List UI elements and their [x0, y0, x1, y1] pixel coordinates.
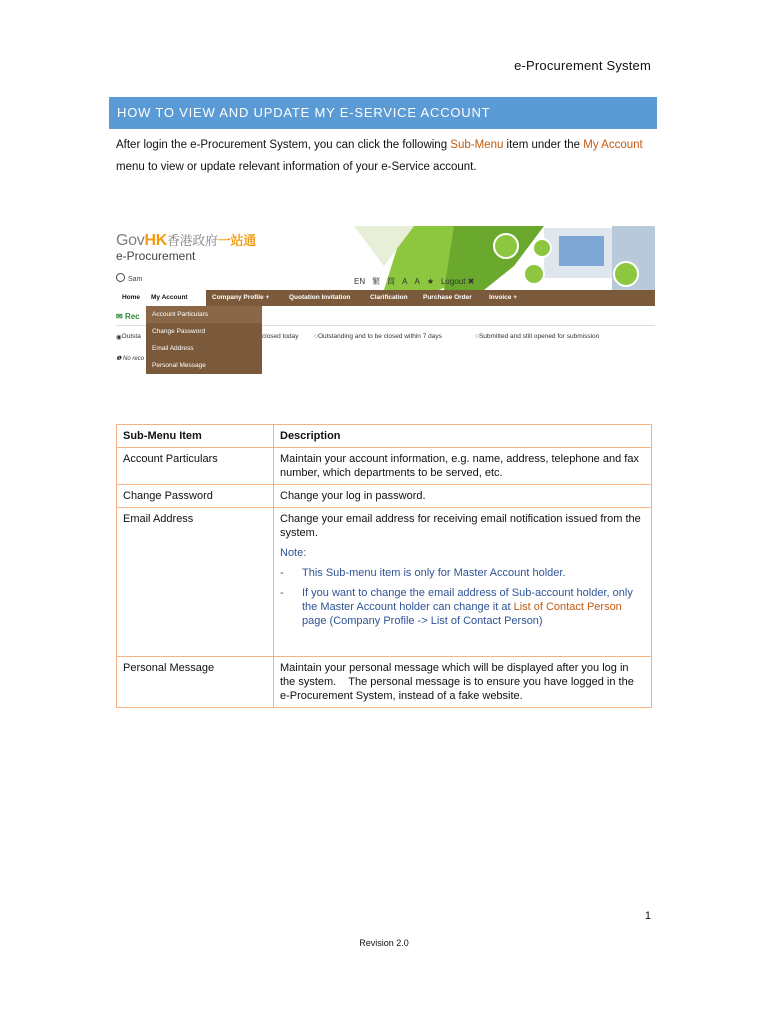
revision-label: Revision 2.0: [359, 938, 409, 948]
sub-menu-table: [116, 424, 652, 708]
user-name: Sam: [128, 276, 143, 283]
my-account-term: My Account: [583, 139, 643, 151]
no-records-text: ❶ No reco: [116, 356, 145, 362]
table-header-row: [117, 425, 652, 448]
portal-subtitle: e-Procurement: [116, 249, 196, 263]
logo-chinese-text-2: 一站通: [217, 234, 256, 249]
menu-account-particulars[interactable]: Account Particulars: [146, 306, 262, 323]
sub-menu-term: Sub-Menu: [450, 139, 504, 151]
radio-7-days[interactable]: ○ Outstanding and to be closed within 7 days: [314, 333, 442, 340]
govhk-logo: [116, 230, 256, 250]
main-nav: [116, 290, 655, 306]
table-row: [117, 448, 652, 485]
column-header-description: Description: [274, 425, 652, 448]
note-label: Note:: [280, 547, 307, 559]
radio-outstanding-label: Outsta: [121, 333, 141, 340]
logo-chinese-text: 香港政府: [166, 234, 218, 249]
intro-text-3: menu to view or update relevant information of your e-Service account.: [116, 161, 477, 173]
row-description: Change your log in password.: [274, 485, 652, 508]
font-larger-link[interactable]: A: [414, 277, 420, 286]
logo-gov-text: Gov: [116, 232, 145, 249]
intro-text-1: After login the e-Procurement System, you can click the following: [116, 139, 451, 151]
nav-clarification[interactable]: Clarification: [370, 294, 408, 301]
portal-screenshot: [116, 226, 655, 376]
row-item: Change Password: [117, 485, 274, 508]
bullet-text: This Sub-menu item is only for Master Account holder.: [302, 567, 566, 579]
user-label: [116, 273, 142, 283]
bullet-text-part: If you want to change the email address of Sub-account holder, only the Master Account holder can change it at: [302, 587, 633, 613]
row-description: Maintain your account information, e.g. name, address, telephone and fax number, which departments to be served, etc.: [274, 448, 652, 485]
email-description: Change your email address for receiving email notification issued from the system.: [280, 513, 641, 539]
star-icon[interactable]: ★: [426, 277, 434, 286]
radio-outstanding[interactable]: ◉ Outsta: [116, 333, 141, 341]
records-heading-text: Rec: [124, 312, 140, 321]
note-bullet: [280, 586, 645, 628]
lang-en-link[interactable]: EN: [354, 277, 366, 286]
radio-7-days-label: Outstanding and to be closed within 7 days: [317, 333, 442, 340]
my-account-dropdown: [146, 306, 262, 374]
contact-person-link: List of Contact Person: [513, 601, 622, 613]
radio-closed-today[interactable]: closed today: [262, 333, 299, 340]
section-title: HOW TO VIEW AND UPDATE MY E-SERVICE ACCOUNT: [109, 97, 657, 129]
bullet-text-part: page (Company Profile -> List of Contact Person): [302, 615, 543, 627]
radio-submitted-label: Submitted and still opened for submission: [478, 333, 600, 340]
font-smaller-link[interactable]: A: [402, 277, 408, 286]
radio-submitted[interactable]: ○ Submitted and still opened for submission: [475, 333, 600, 340]
nav-purchase-order[interactable]: Purchase Order: [423, 294, 472, 301]
nav-company-profile[interactable]: Company Profile +: [212, 294, 270, 301]
row-item: Email Address: [117, 508, 274, 657]
document-header-title: e-Procurement System: [514, 58, 651, 73]
table-row: [117, 485, 652, 508]
table-row: [117, 657, 652, 708]
lang-sc-link[interactable]: 简: [387, 277, 396, 286]
row-description: Maintain your personal message which will be displayed after you log in the system. The personal message is to ensure you have logged in the e-Procurement System, instead of a fake website.: [274, 657, 652, 708]
table-row: [117, 508, 652, 657]
menu-email-address[interactable]: Email Address: [152, 345, 194, 352]
nav-quotation-invitation[interactable]: Quotation Invitation: [289, 294, 351, 301]
page-number: 1: [644, 910, 651, 922]
row-description: [274, 508, 652, 657]
row-item: Account Particulars: [117, 448, 274, 485]
logo-hk-text: HK: [144, 232, 167, 249]
records-heading: ✉ Rec: [116, 312, 140, 321]
nav-my-account[interactable]: My Account: [146, 290, 206, 306]
bullet-dash: -: [280, 567, 284, 579]
logout-link[interactable]: Logout ✖: [440, 277, 475, 286]
menu-change-password[interactable]: Change Password: [152, 328, 206, 335]
nav-home[interactable]: Home: [116, 290, 146, 306]
intro-paragraph: [116, 134, 656, 178]
column-header-item: Sub-Menu Item: [117, 425, 274, 448]
intro-text-2: item under the: [503, 139, 584, 151]
menu-personal-message[interactable]: Personal Message: [152, 362, 206, 369]
nav-invoice[interactable]: Invoice +: [489, 294, 517, 301]
language-toolbar: [354, 276, 504, 289]
bullet-dash: -: [280, 587, 284, 599]
no-records-label: No reco: [123, 356, 145, 362]
note-bullet: [280, 566, 645, 580]
lang-tc-link[interactable]: 繁: [372, 277, 381, 286]
row-item: Personal Message: [117, 657, 274, 708]
user-icon: [116, 273, 125, 282]
bullet-text: [302, 586, 645, 628]
